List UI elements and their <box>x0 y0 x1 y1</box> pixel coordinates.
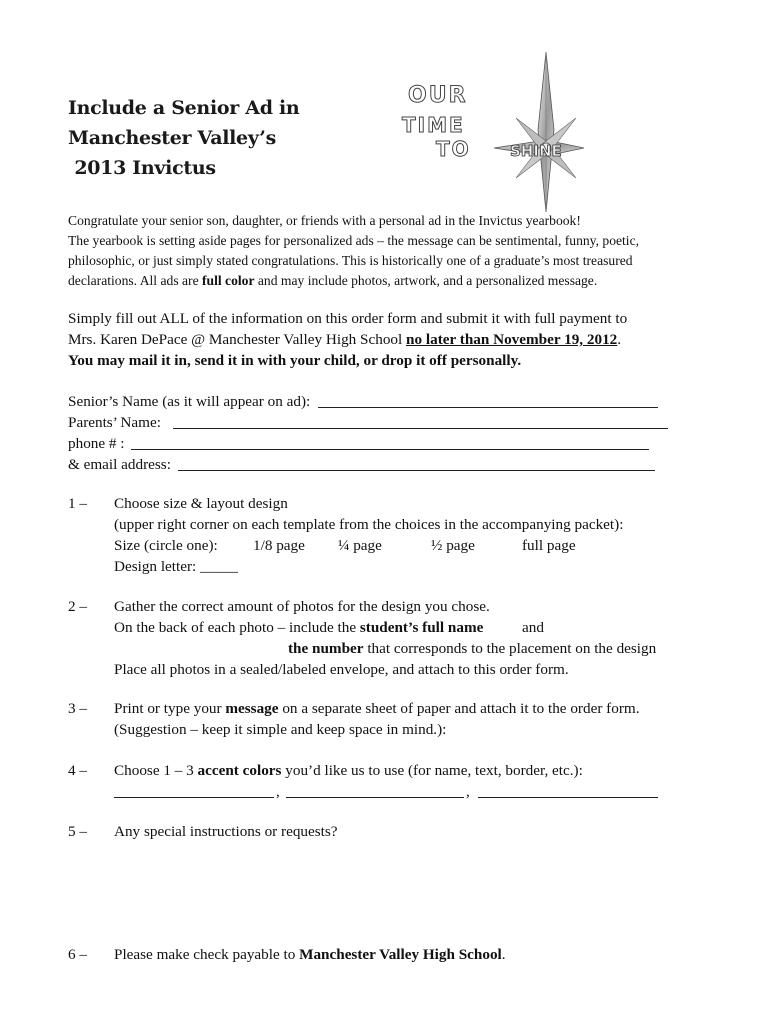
step-1-number: 1 – <box>68 495 87 512</box>
step-3 <box>114 698 674 740</box>
special-instructions-area[interactable] <box>114 848 670 938</box>
email-label: & email address: <box>68 456 171 473</box>
step-6 <box>114 944 674 965</box>
instructions-line-2 <box>68 329 627 350</box>
deadline: no later than November 19, 2012 <box>406 331 618 348</box>
separator: , <box>466 783 470 800</box>
step-6-number: 6 – <box>68 946 87 963</box>
size-label: Size (circle one): <box>114 537 218 554</box>
delivery-options: You may mail it in, send it in with your child, or drop it off personally. <box>68 352 522 369</box>
step-5-line-1: Any special instructions or requests? <box>114 823 338 840</box>
step-3-number: 3 – <box>68 700 87 717</box>
size-option-half[interactable]: ½ page <box>431 537 475 554</box>
instructions-text: . <box>617 331 622 348</box>
step-2-text: that corresponds to the placement on the design <box>363 640 657 657</box>
intro-line-3: philosophic, or just simply stated congratulations. This is historically one of a graduate’s most treasured <box>68 253 633 268</box>
accent-color-1-field[interactable] <box>114 797 274 798</box>
size-options <box>114 535 674 556</box>
step-2-and: and <box>522 619 544 636</box>
parents-name-row <box>68 412 668 433</box>
senior-name-field[interactable] <box>318 407 658 408</box>
accent-color-3-field[interactable] <box>478 797 658 798</box>
intro-line-1: Congratulate your senior son, daughter, or friends with a personal ad in the Invictus yearbook! <box>68 213 581 228</box>
star-icon <box>494 52 584 212</box>
step-1-line-2: (upper right corner on each template from the choices in the accompanying packet): <box>114 516 624 533</box>
logo-word-time: TIME <box>402 113 465 137</box>
step-3-text: Print or type your <box>114 700 226 717</box>
submission-instructions <box>68 308 627 371</box>
step-2-line-1: Gather the correct amount of photos for the design you chose. <box>114 598 490 615</box>
intro-line-4 <box>68 271 668 291</box>
message-emphasis: message <box>225 700 279 717</box>
phone-field[interactable] <box>131 449 649 450</box>
parents-name-field[interactable] <box>173 428 668 429</box>
intro-line-2: The yearbook is setting aside pages for personalized ads – the message can be sentimental, funny, poetic, <box>68 233 640 248</box>
phone-label: phone # : <box>68 435 125 452</box>
instructions-text: Mrs. Karen DePace @ Manchester Valley High School <box>68 331 407 348</box>
title-line-2: Manchester Valley’s <box>68 127 276 149</box>
page-title <box>68 93 299 183</box>
step-3-text: on a separate sheet of paper and attach it to the order form. <box>278 700 640 717</box>
intro-text: and may include photos, artwork, and a personalized message. <box>254 273 598 288</box>
instructions-line-1: Simply fill out ALL of the information on this order form and submit it with full payment to <box>68 310 628 327</box>
students-full-name-emphasis: student’s full name <box>359 619 484 636</box>
step-6-text: . <box>501 946 506 963</box>
design-letter-row <box>114 556 674 577</box>
intro-paragraph <box>68 211 668 291</box>
logo-word-shine: SHINE <box>510 142 562 160</box>
step-4-text: you’d like us to use (for name, text, border, etc.): <box>281 762 583 779</box>
title-line-1: Include a Senior Ad in <box>68 97 300 119</box>
title-line-3: 2013 Invictus <box>68 157 216 179</box>
the-number-emphasis: the number <box>288 640 364 657</box>
parents-name-label: Parents’ Name: <box>68 414 161 431</box>
step-2-line-3 <box>114 638 674 659</box>
size-option-eighth[interactable]: 1/8 page <box>253 537 305 554</box>
step-4-line-1 <box>114 760 674 781</box>
phone-row <box>68 433 668 454</box>
accent-color-fields <box>114 781 674 802</box>
full-color-emphasis: full color <box>202 273 255 288</box>
step-5-number: 5 – <box>68 823 87 840</box>
step-2-line-4: Place all photos in a sealed/labeled envelope, and attach to this order form. <box>114 661 569 678</box>
step-3-line-2: (Suggestion – keep it simple and keep space in mind.): <box>114 721 447 738</box>
intro-text: declarations. All ads are <box>68 273 202 288</box>
instructions-line-3 <box>68 350 627 371</box>
step-2-number: 2 – <box>68 598 87 615</box>
step-5 <box>114 821 674 842</box>
separator: , <box>276 783 280 800</box>
step-4-text: Choose 1 – 3 <box>114 762 198 779</box>
senior-name-label: Senior’s Name (as it will appear on ad): <box>68 393 311 410</box>
step-2-line-2 <box>114 617 674 638</box>
logo-word-to: TO <box>436 137 471 161</box>
design-letter-field[interactable]: _____ <box>200 558 239 575</box>
our-time-to-shine-logo <box>398 52 584 212</box>
size-option-quarter[interactable]: ¼ page <box>338 537 382 554</box>
step-2-text: On the back of each photo – include the <box>114 619 360 636</box>
logo-word-our: OUR <box>408 83 468 108</box>
step-1-line-1: Choose size & layout design <box>114 495 288 512</box>
step-3-line-1 <box>114 698 674 719</box>
step-4-number: 4 – <box>68 762 87 779</box>
step-6-text: Please make check payable to <box>114 946 300 963</box>
size-option-full[interactable]: full page <box>522 537 576 554</box>
design-letter-label: Design letter: <box>114 558 201 575</box>
accent-colors-emphasis: accent colors <box>197 762 282 779</box>
contact-fields <box>68 391 668 475</box>
step-4 <box>114 760 674 802</box>
step-6-line-1 <box>114 944 674 965</box>
payee-name: Manchester Valley High School <box>299 946 502 963</box>
email-field[interactable] <box>178 470 655 471</box>
step-2 <box>114 596 674 680</box>
email-row <box>68 454 668 475</box>
accent-color-2-field[interactable] <box>286 797 464 798</box>
step-1 <box>114 493 674 577</box>
senior-name-row <box>68 391 668 412</box>
